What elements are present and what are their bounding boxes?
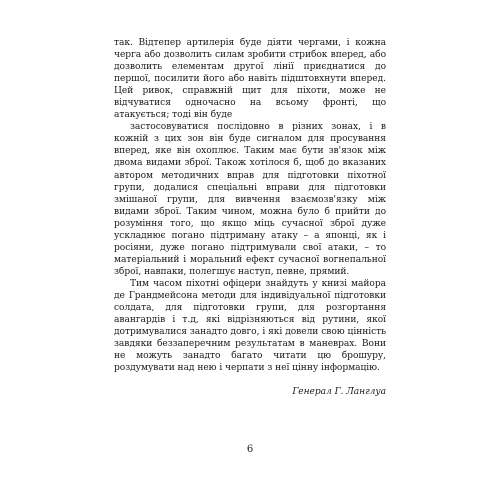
signature: Генерал Г. Ланглуа <box>292 387 386 398</box>
body-text <box>114 37 386 398</box>
page-number: 6 <box>246 444 254 455</box>
paragraph-2: застосовуватися послідовно в різних зонах, і в кожній з цих зон він буде сигналом для просування вперед, яке він охоплює. Таким має бути зв'язок між двома видами зброї. Також хотілося б, щоб до вказаних автором методичних вправ для підготовки піхотної групи, додалися спеціальні вправи для підготовки змішаної групи, для вивчення взаємозв'язку між видами зброї. Таким чином, можна було б прийти до розуміння того, що якщо міць сучасної зброї дуже ускладнює погано підтриману атаку – а японці, як і росіяни, дуже погано підтримували свої атаки, – то матеріальний і моральний ефект сучасної вогнепальної зброї, навпаки, полегшує наступ, певне, прямий. <box>114 122 386 277</box>
paragraph-1: так. Відтепер артилерія буде діяти чергами, і кожна черга або дозволить силам зробити стрибок вперед, або дозволить елементам другої лінії приєднатися до першої, посилити його або навіть підштовхнути вперед. Цей ривок, справжній щит для піхоти, може не відчуватися одночасно на всьому фронті, що атакується; тоді він буде <box>114 38 386 121</box>
paragraph-3: Тим часом піхотні офіцери знайдуть у книзі майора де Грандмейсона методи для індивідуальної підготовки солдата, для підготовки групи, для розгортання авангардів і т.д, які відрізняються від рутини, якої дотримувалися занадто довго, і які довели свою цінність завдяки беззаперечним результатам в маневрах. Вони не можуть занадто багато читати цю брошуру, роздумувати над нею і черпати з неї цінну інформацію. <box>114 278 386 374</box>
